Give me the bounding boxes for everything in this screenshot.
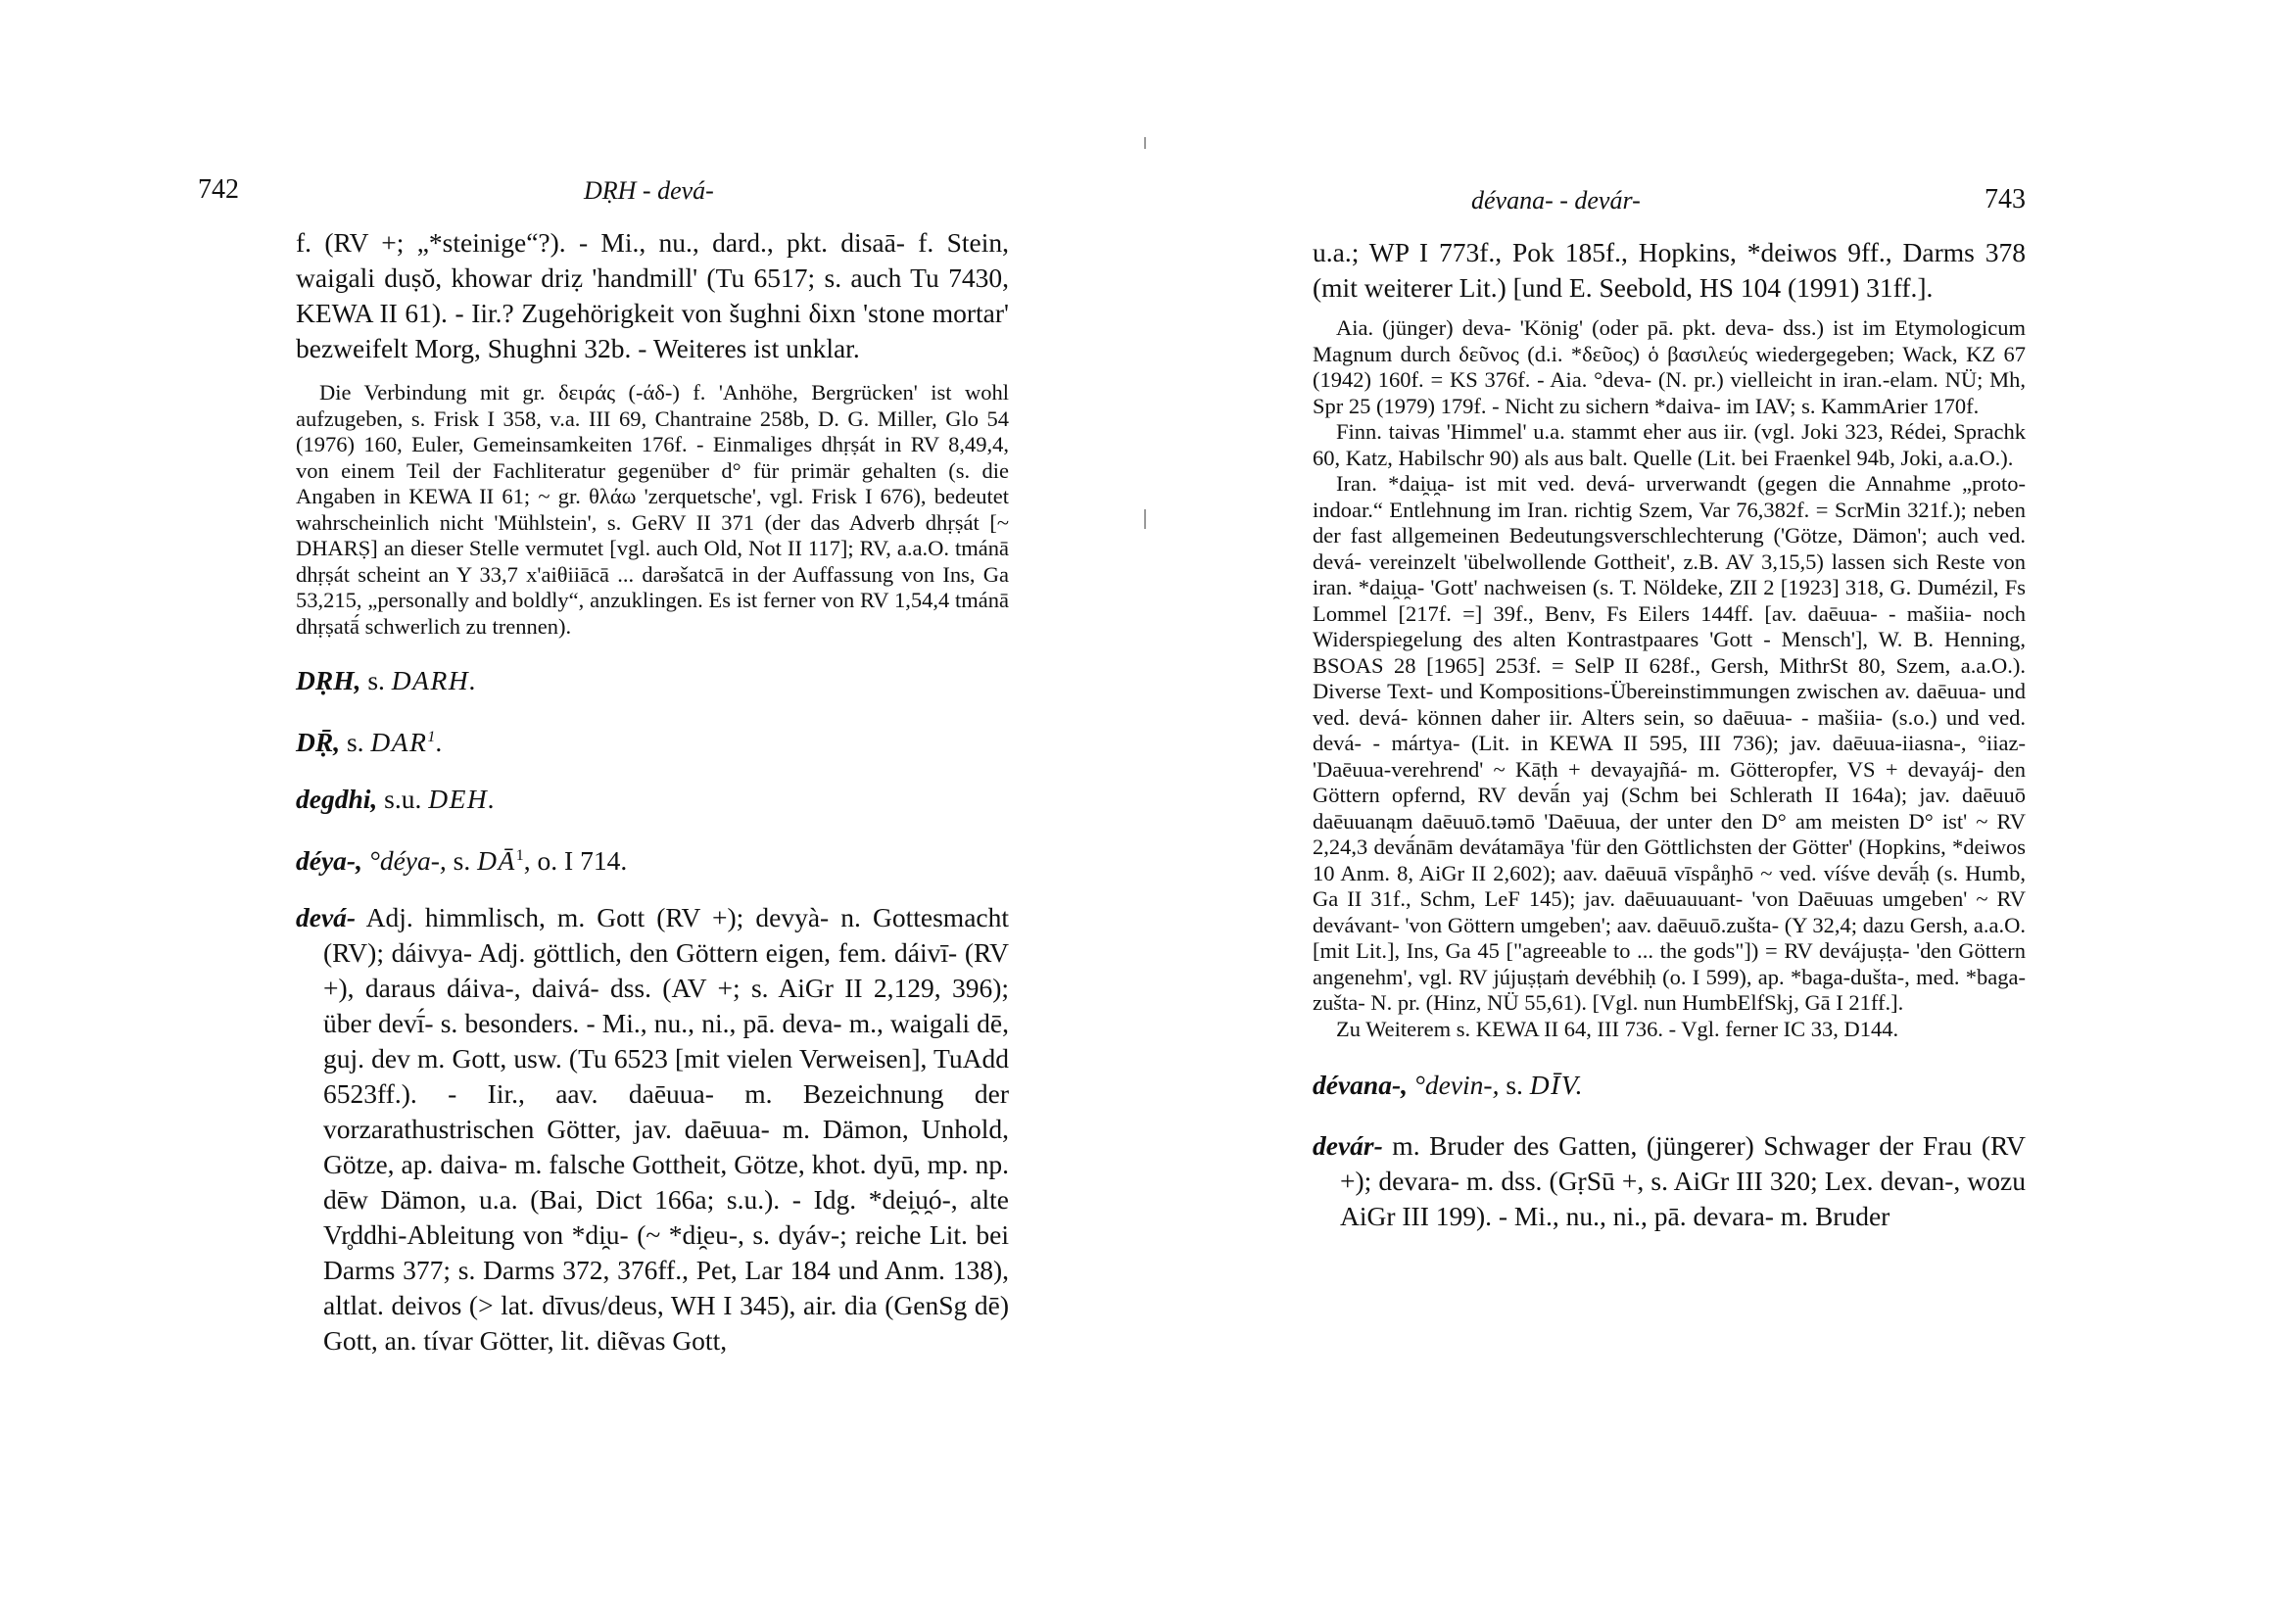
- entry-deva: [296, 900, 1009, 1359]
- right-page: [1148, 0, 2296, 1622]
- superscript-index: 1: [515, 847, 524, 865]
- running-head-left: DṚH - devá-: [584, 176, 714, 205]
- entry-deya: [296, 838, 1009, 879]
- note-text: Die Verbindung mit gr. δειράς (-άδ-) f. 'Anhöhe, Bergrücken' ist wohl aufzugeben, s. Frisk I 358, v.a. III 69, Chantraine 258b, D. G. Miller, Glo 54 (1976) 160, Euler, Gemeinsamkeiten 176f. - Einmaliges dhṛṣát in RV 8,49,4, von einem Teil der Fachliteratur gegenüber d° für primär gehalten (s. die Angaben in KEWA II 61; ~ gr. θλάω 'zerquetsche', vgl. Frisk I 676), bedeutet wahrscheinlich nicht 'Mühlstein', s. GeRV II 371 (der das Adverb dhṛṣát [~ DHARṢ] an dieser Stelle vermutet [vgl. auch Old, Not II 117]; RV, a.a.O. tmánā dhṛṣát scheint an Y 33,7 x'aiθiiācā ... darəšatcā in der Auffassung von Ins, Ga 53,215, „personally and boldly“, anzuklingen. Es ist ferner von RV 1,54,4 tmánā dhṛṣatā́ schwerlich zu trennen).: [296, 380, 1009, 639]
- see-label: s.: [1506, 1070, 1523, 1100]
- entry-devana: [1313, 1068, 2026, 1103]
- headword-deva: devá-: [296, 902, 357, 933]
- see-label: s.: [453, 845, 471, 877]
- page-number-left: 742: [198, 174, 239, 205]
- headword-devar: devár-: [1313, 1130, 1383, 1161]
- see-label: s.u.: [384, 784, 422, 815]
- entry-dr: [296, 720, 1009, 760]
- left-column: [296, 225, 1009, 1359]
- entry-degdhi: [296, 782, 1009, 817]
- note-paragraph-3: Iran. *dai̯u̯a- ist mit ved. devá- urverwandt (gegen die Annahme „proto-indoar.“ Entlehnung im Iran. richtig Szem, Var 76,382f. = ScrMin 321f.); neben der fast allgemeinen Bedeutungsverschlechterung ('Götze, Dämon'; auch ved. devá- vereinzelt 'übelwollende Gottheit', z.B. AV 3,15,5) lassen sich Reste von iran. *dai̯u̯a- 'Gott' nachweisen (s. T. Nöldeke, ZII 2 [1923] 318, G. Dumézil, Fs Lommel [217f. =] 39f., Benv, Fs Eilers 144ff. [av. daēuua- - mašiia- noch Widerspiegelung des alten Kontrastpaares 'Gott - Mensch'], W. B. Henning, BSOAS 28 [1965] 253f. = SelP II 628f., Gersh, MithrSt 80, Szem, a.a.O.). Diverse Text- und Kompositions-Übereinstimmungen zwischen av. daēuua- und ved. devá- können daher iir. Alters sein, so daēuua- - mašiia- (s.o.) und ved. devá- - mártya- (Lit. in KEWA II 595, III 736); jav. daēuua-iiasna-, °iiaz- 'Daēuua-verehrend' ~ Kāṭh + devayajñá- m. Götteropfer, VS + devayáj- den Göttern opfernd, RV devā́n yaj (Schm bei Schlerath II 164a); jav. daēuuō daēuuanąm daēuuō.təmō 'Daēuua, der unter den D° am meisten D° ist' ~ RV 2,24,3 devā́nām devátamāya 'für den Göttlichsten der Götter' (Hopkins, *deiwos 10 Anm. 8, AiGr II 2,602); aav. daēuuā vīspåŋhō ~ ved. víśve devā́ḥ (s. Humb, Ga II 31f., Schm, LeF 145); jav. daēuuauuant- 'von Daēuuas umgeben' ~ RV devávant- 'von Göttern umgeben'; aav. daēuuō.zušta- (Y 32,4; dazu Gersh, a.a.O. [mit Lit.], Ins, Ga 45 ["agreeable to ... the gods"]) = RV devájuṣṭa- 'den Göttern angenehm', vgl. RV jújuṣṭaṁ devébhiḥ (o. I 599), ap. *baga-dušta-, med. *baga-zušta- N. pr. (Hinz, NÜ 55,61). [Vgl. nun HumbElfSkj, Gā I 21ff.].: [1313, 471, 2026, 1015]
- headword-drh: DṚH,: [296, 665, 361, 695]
- headword-dr: DṜ,: [296, 727, 341, 758]
- note-paragraph-1: Aia. (jünger) deva- 'König' (oder pā. pkt. deva- dss.) ist im Etymologicum Magnum durch δεῦνος (d.i. *δεῦος) ὁ βασιλεύς wiedergegeben; Wack, KZ 67 (1942) 160f. = KS 376f. - Aia. °deva- (N. pr.) vielleicht in iran.-elam. NÜ; Mh, Spr 25 (1979) 179f. - Nicht zu sichern *daiva- im IAV; s. KammArier 170f.: [1313, 315, 2026, 418]
- entry-end: , o. I 714.: [523, 845, 628, 877]
- headword-variant: °devin-,: [1413, 1070, 1500, 1100]
- see-label: s.: [346, 727, 364, 758]
- xref-link-darh[interactable]: DARH.: [391, 665, 478, 695]
- entry-drh: [296, 663, 1009, 698]
- entry-devar-text: m. Bruder des Gatten, (jüngerer) Schwager der Frau (RV +); devara- m. dss. (GṛSū +, s. AiGr III 320; Lex. devan-, wozu AiGr III 199). - Mi., nu., ni., pā. devara- m. Bruder: [1340, 1130, 2026, 1231]
- xref-link-dar[interactable]: DAR: [370, 727, 428, 758]
- entry-end: .: [435, 727, 443, 758]
- headword-variant: °déya-,: [368, 845, 447, 877]
- entry-deva-text: Adj. himmlisch, m. Gott (RV +); devyà- n. Gottesmacht (RV); dáivya- Adj. göttlich, den Göttern eigen, fem. dáivī- (RV +), daraus dáiva-, daivá- dss. (AV +; s. AiGr II 2,129, 396); über devī́- s. besonders. - Mi., nu., ni., pā. deva- m., waigali dē, guj. dev m. Gott, usw. (Tu 6523 [mit vielen Verweisen], TuAdd 6523ff.). - Iir., aav. daēuua- m. Bezeichnung der vorzarathustrischen Götter, jav. daēuua- m. Dämon, Unhold, Götze, ap. daiva- m. falsche Gottheit, Götze, khot. dyū, mp. np. dēw Dämon, u.a. (Bai, Dict 166a; s.u.). - Idg. *dei̯u̯ó-, alte Vr̥ddhi-Ableitung von *di̯u- (~ *di̯eu-, s. dyáv-; reiche Lit. bei Darms 377; s. Darms 372, 376ff., Pet, Lar 184 und Anm. 138), altlat. deivos (> lat. dīvus/deus, WH I 345), air. dia (GenSg dē) Gott, an. tívar Götter, lit. diẽvas Gott,: [323, 902, 1009, 1357]
- note-paragraph-4: Zu Weiterem s. KEWA II 64, III 736. - Vgl. ferner IC 33, D144.: [1336, 1016, 1899, 1041]
- right-column: [1313, 235, 2026, 1234]
- running-head-right: dévana- - devár-: [1471, 186, 1641, 215]
- see-label: s.: [367, 665, 385, 695]
- entry-devar: [1313, 1128, 2026, 1234]
- xref-link-da[interactable]: DĀ: [477, 845, 516, 877]
- continuation-text: u.a.; WP I 773f., Pok 185f., Hopkins, *deiwos 9ff., Darms 378 (mit weiterer Lit.) [und E. Seebold, HS 104 (1991) 31ff.].: [1313, 237, 2026, 303]
- headword-degdhi: degdhi,: [296, 784, 378, 815]
- page-number-right: 743: [1985, 184, 2026, 215]
- superscript-index: 1: [427, 729, 436, 745]
- continuation-text: f. (RV +; „*steinige“?). - Mi., nu., dard., pkt. disaā- f. Stein, waigali duṣŏ, khowar driẓ 'handmill' (Tu 6517; s. auch Tu 7430, KEWA II 61). - Iir.? Zugehörigkeit von šughni δixn 'stone mortar' bezweifelt Morg, Shughni 32b. - Weiteres ist unklar.: [296, 227, 1009, 363]
- headword-deya: déya-,: [296, 845, 362, 877]
- note-paragraph-2: Finn. taivas 'Himmel' u.a. stammt eher aus iir. (vgl. Joki 323, Rédei, Sprachk 60, Katz, Habilschr 90) als aus balt. Quelle (Lit. bei Fraenkel 94b, Joki, a.a.O.).: [1313, 419, 2026, 470]
- xref-link-div[interactable]: DĪV.: [1529, 1070, 1584, 1100]
- headword-devana: dévana-,: [1313, 1070, 1408, 1100]
- xref-link-deh[interactable]: DEH.: [428, 784, 497, 815]
